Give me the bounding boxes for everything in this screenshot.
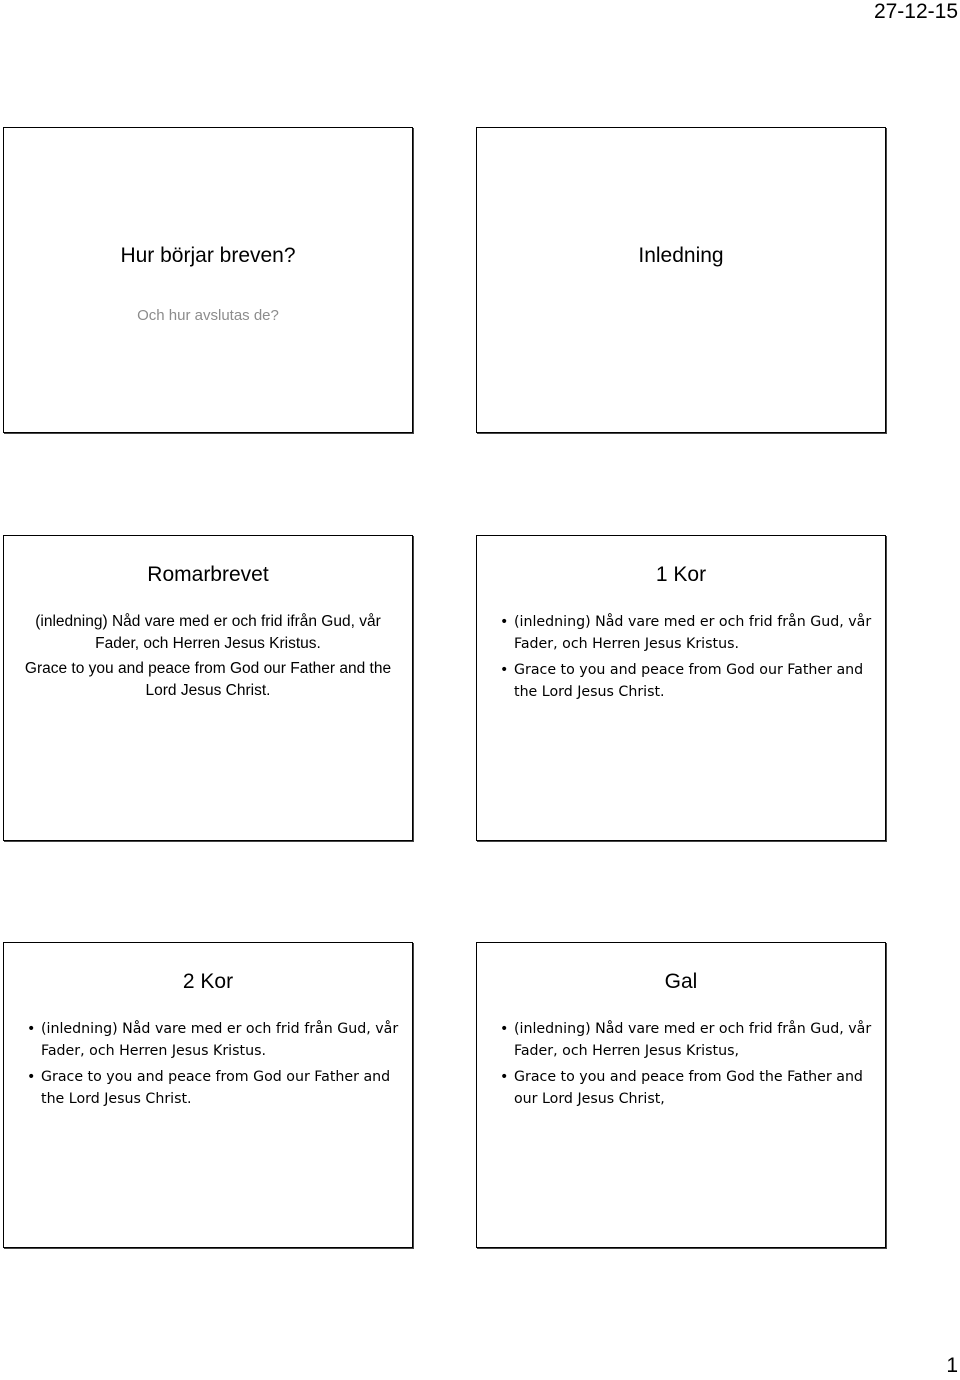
bullet-text: (inledning) Nåd vare med er och frid från Gud, vår Fader, och Herren Jesus Kristus. (514, 614, 872, 652)
slide-subtitle: Och hur avslutas de? (137, 307, 279, 324)
bullet-text: (inledning) Nåd vare med er och frid från Gud, vår Fader, och Herren Jesus Kristus, (514, 1021, 872, 1059)
list-item (500, 659, 877, 703)
bullet-icon: • (27, 1021, 36, 1037)
bullet-icon: • (500, 662, 509, 678)
list-item (500, 611, 877, 655)
slide-title: Hur börjar breven? (120, 244, 296, 267)
slide-title: 1 Kor (655, 563, 707, 586)
bullet-text: Grace to you and peace from God our Father and the Lord Jesus Christ. (41, 1069, 391, 1107)
list-item (500, 1066, 877, 1110)
slide-title: Romarbrevet (147, 563, 269, 586)
slide-4 (476, 535, 886, 841)
bullet-text: Grace to you and peace from God our Father and the Lord Jesus Christ. (514, 662, 864, 700)
slide-body (12, 611, 404, 705)
bullet-icon: • (500, 1069, 509, 1085)
list-item (27, 1066, 404, 1110)
bullet-icon: • (500, 614, 509, 630)
slide-title: Gal (664, 970, 698, 993)
slide-title: 2 Kor (182, 970, 234, 993)
slide-1 (3, 127, 413, 433)
slide-3 (3, 535, 413, 841)
bullet-list (500, 1018, 877, 1114)
slide-6 (476, 942, 886, 1248)
slide-title: Inledning (638, 244, 724, 267)
bullet-icon: • (500, 1021, 509, 1037)
bullet-text: (inledning) Nåd vare med er och frid från Gud, vår Fader, och Herren Jesus Kristus. (41, 1021, 399, 1059)
bullet-list (500, 611, 877, 707)
slide-paragraph: (inledning) Nåd vare med er och frid ifrån Gud, vår Fader, och Herren Jesus Kristus. (35, 613, 381, 652)
page-date: 27-12-15 (873, 0, 958, 23)
bullet-icon: • (27, 1069, 36, 1085)
list-item (500, 1018, 877, 1062)
bullet-list (27, 1018, 404, 1114)
slide-2 (476, 127, 886, 433)
page-number: 1 (946, 1354, 958, 1377)
list-item (27, 1018, 404, 1062)
slide-5 (3, 942, 413, 1248)
slide-paragraph: Grace to you and peace from God our Father and the Lord Jesus Christ. (24, 660, 392, 699)
bullet-text: Grace to you and peace from God the Father and our Lord Jesus Christ, (514, 1069, 863, 1107)
